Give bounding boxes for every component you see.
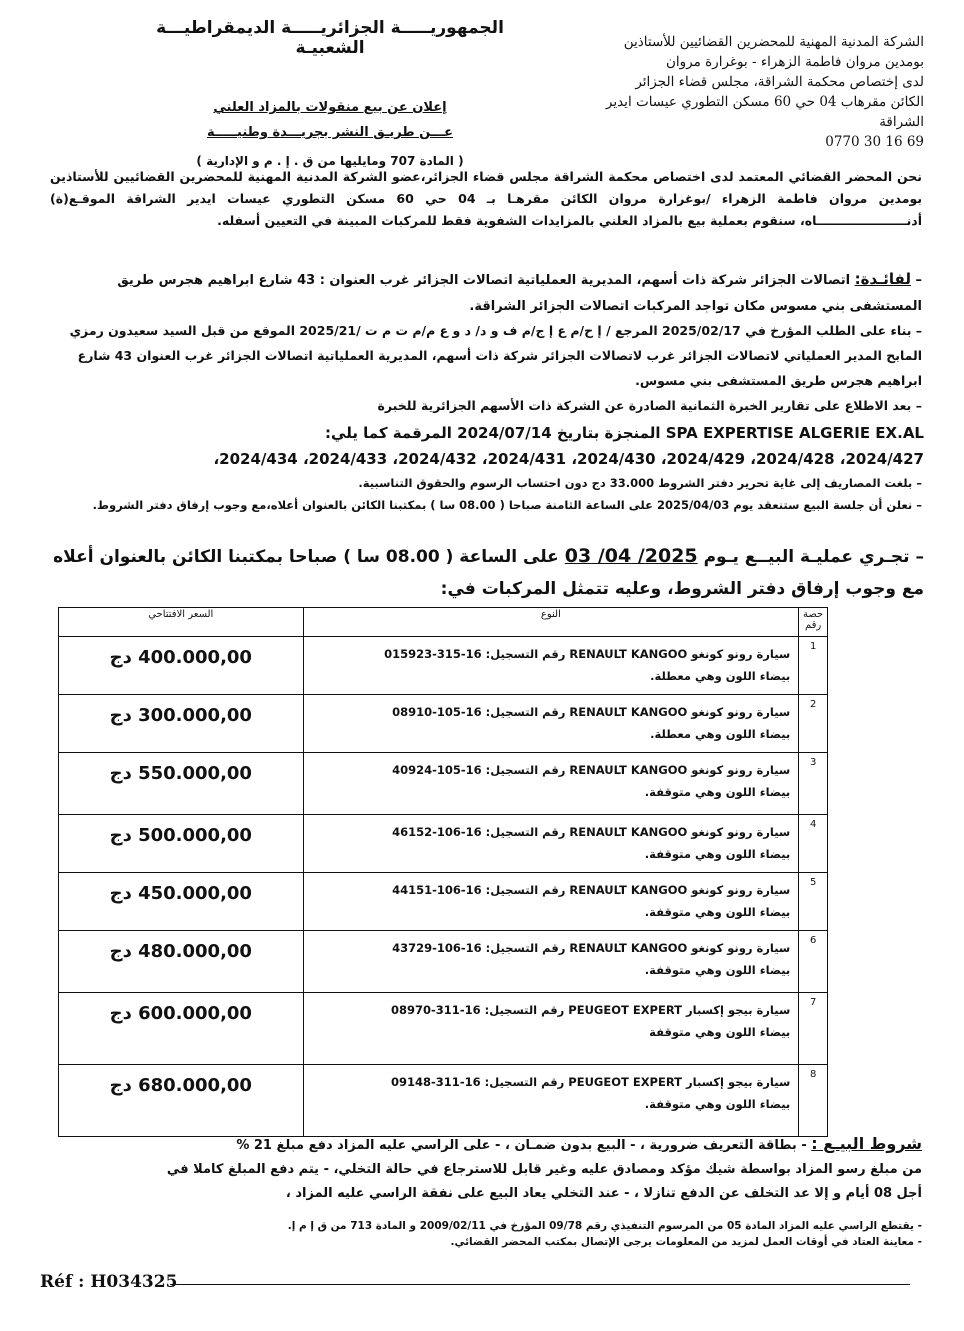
vehicle-description: [303, 1065, 799, 1137]
sale-date: 2025/ 04/ 03: [564, 545, 698, 567]
vehicle-description: [303, 637, 799, 695]
vehicle-model-plate: سيارة رونو كونغو RENAULT KANGOO رقم التسجيل: 16-105-08910: [392, 705, 791, 719]
vehicle-description: [303, 931, 799, 993]
bailiff-office-block: [584, 32, 924, 152]
vehicle-condition: بيضاء اللون وهي معطلة.: [650, 669, 791, 683]
opening-price: 450.000,00 دج: [59, 873, 304, 931]
expenses-notice: – بلغت المصاريف إلى غاية تحرير دفتر الشروط 33.000 دج دون احتساب الرسوم والحقوق التناسبية. – نعلن أن جلسة البيع ستنعقد يوم 2025/04/03 على الساعة الثامنة صباحا ( 08.00 سا ) بمكتبنا الكائن بالعنوان أعلاه،مع وجوب إرفاق دفتر الشروط.: [92, 476, 922, 512]
vehicles-table: [58, 607, 828, 1137]
sale-after: على الساعة ( 08.00 سا ) صباحا بمكتبنا الكائن بالعنوان أعلاه مع وجوب إرفاق دفتر الشروط، وعليه تتمثل المركبات في:: [53, 547, 924, 599]
lot-number: 6: [799, 931, 828, 993]
footer-notes: [80, 1218, 922, 1250]
vehicle-condition: بيضاء اللون وهي متوقفة: [649, 1025, 791, 1039]
vehicle-condition: بيضاء اللون وهي متوقفة.: [644, 905, 791, 919]
vehicle-condition: بيضاء اللون وهي معطلة.: [650, 727, 791, 741]
column-header-type: النوع: [303, 608, 799, 637]
vehicle-model-plate: سيارة بيجو إكسبار PEUGEOT EXPERT رقم التسجيل: 16-311-08970: [391, 1003, 791, 1017]
table-row: [59, 753, 828, 815]
lot-number: 8: [799, 1065, 828, 1137]
opening-price: 680.000,00 دج: [59, 1065, 304, 1137]
sale-before: تجـري عمليـة البيــع يـوم: [703, 547, 910, 567]
beneficiary-paragraph: – لفائـدة: اتصالات الجزائر شركة ذات أسهم، المديرية العملياتية اتصالات الجزائر غرب العنوان : 43 شارع ابراهيم هجرس طريق المستشفى بني مسوس مكان تواجد المركبات اتصالات الجزائر الشراقة.: [117, 270, 922, 314]
note-line: - يقتطع الراسي عليه المزاد المادة 05 من المرسوم التنفيذي رقم 09/78 المؤرخ في 2009/02/11 و المادة 713 من ق إ م إ.: [287, 1220, 922, 1232]
column-header-lot: حصة رقم: [799, 608, 828, 637]
vehicle-condition: بيضاء اللون وهي متوقفة.: [644, 1097, 791, 1111]
intro-paragraph: نحن المحضر القضائي المعتمد لدى اختصاص محكمة الشراقة مجلس قضاء الجزائر،عضو الشركة المدنية المهنية للمحضرين القضائيين للأستاذين بومدين مروان فاطمة الزهراء /بوغرارة مروان الكائن مقرهـا بـ 04 حي 60 مسكن التطوري عيسات ايدير الشراقة الموقـع(ة) أدنـــــــــــــــــــــاه، سنقوم بعملية بيع بالمزاد العلني بالمزايدات الشفوية فقط للمركبات المبينة في التعيين أسفله.: [50, 169, 923, 228]
reference-number: Réf : H034325: [40, 1272, 178, 1292]
office-line: لدى إختصاص محكمة الشراقة، مجلس قضاء الجزائر: [635, 74, 924, 90]
table-row: [59, 637, 828, 695]
opening-price: 500.000,00 دج: [59, 815, 304, 873]
sale-announcement: – تجـري عمليـة البيــع يـوم 2025/ 04/ 03 على الساعة ( 08.00 سا ) صباحا بمكتبنا الكائن بالعنوان أعلاه مع وجوب إرفاق دفتر الشروط، وعليه تتمثل المركبات في:: [53, 545, 924, 599]
note-line: - معاينة العتاد في أوقات العمل لمزيد من المعلومات يرجى الإتصال بمكتب المحضر القضائي.: [450, 1236, 922, 1248]
announcement-title: إعلان عن بيع منقولات بالمزاد العلني: [213, 100, 447, 115]
office-line: بومدين مروان فاطمة الزهراء - بوغرارة مروان: [665, 54, 924, 70]
vehicle-description: [303, 815, 799, 873]
beneficiary-label: لفائـدة:: [854, 270, 911, 288]
opening-price: 600.000,00 دج: [59, 993, 304, 1065]
vehicle-model-plate: سيارة رونو كونغو RENAULT KANGOO رقم التسجيل: 16-106-44151: [392, 883, 791, 897]
table-row: [59, 815, 828, 873]
office-line: الشركة المدنية المهنية للمحضرين القضائيين للأستاذين: [623, 34, 924, 50]
table-row: [59, 873, 828, 931]
table-row: [59, 931, 828, 993]
lot-number: 3: [799, 753, 828, 815]
beneficiary-text: اتصالات الجزائر شركة ذات أسهم، المديرية العملياتية اتصالات الجزائر غرب العنوان : 43 شارع ابراهيم هجرس طريق المستشفى بني مسوس مكان تواجد المركبات اتصالات الجزائر الشراقة.: [117, 273, 922, 314]
expertise-line: SPA EXPERTISE ALGERIE EX.AL المنجزة بتاريخ 2024/07/14 المرقمة كما يلي:: [325, 424, 924, 442]
opening-price: 480.000,00 دج: [59, 931, 304, 993]
legal-article: ( المادة 707 ومايليها من ق . إ . م و الإدارية ): [196, 154, 464, 168]
expertise-reports: [40, 420, 924, 472]
table-row: [59, 1065, 828, 1137]
column-header-price: السعر الافتتاحي: [59, 608, 304, 637]
sale-conditions: [42, 1132, 922, 1206]
lot-number: 4: [799, 815, 828, 873]
vehicle-model-plate: سيارة رونو كونغو RENAULT KANGOO رقم التسجيل: 16-105-40924: [392, 763, 791, 777]
document-header: [140, 18, 520, 168]
vehicle-model-plate: سيارة بيجو إكسبار PEUGEOT EXPERT رقم التسجيل: 16-311-09148: [391, 1075, 791, 1089]
announcement-subtitle: عـــن طريـق النشر بجريـــدة وطنيـــــة: [206, 125, 454, 140]
office-phone: 0770 30 16 69: [825, 134, 924, 150]
request-paragraph: – بناء على الطلب المؤرخ في 2025/02/17 المرجع / إ ح/م ع إ ج/م ف و د/ د و ع م/م ت م ت /2025/21 الموقع من قبل السيد سعيدون رمزي المابح المدير العملياتي لاتصالات الجزائر غرب لاتصالات الجزائر شركة ذات أسهم، المديرية العملياتية اتصالات الجزائر غرب العنوان 43 شارع ابراهيم هجرس طريق المستشفى بني مسوس.: [69, 323, 922, 388]
vehicle-description: [303, 993, 799, 1065]
expertise-numbers: 2024/427، 2024/428، 2024/429، 2024/430، 2024/431، 2024/432، 2024/433، 2024/434،: [213, 450, 924, 468]
lot-number: 5: [799, 873, 828, 931]
republic-title: الجمهوريـــــة الجزائريـــــة الديمقراطيـــة الشعبيـة: [156, 18, 504, 58]
vehicle-description: [303, 753, 799, 815]
divider: [170, 1284, 910, 1285]
expertise-intro-text: بعد الاطلاع على تقارير الخبرة الثمانية الصادرة عن الشركة ذات الأسهم الجزائرية للخبرة: [377, 398, 912, 413]
session-notice-text: نعلن أن جلسة البيع ستنعقد يوم 2025/04/03 على الساعة الثامنة صباحا ( 08.00 سا ) بمكتبنا الكائن بالعنوان أعلاه،مع وجوب إرفاق دفتر الشروط.: [92, 498, 913, 512]
vehicle-model-plate: سيارة رونو كونغو RENAULT KANGOO رقم التسجيل: 16-106-43729: [392, 941, 791, 955]
opening-price: 550.000,00 دج: [59, 753, 304, 815]
table-row: [59, 993, 828, 1065]
table-row: [59, 695, 828, 753]
vehicle-model-plate: سيارة رونو كونغو RENAULT KANGOO رقم التسجيل: 16-106-46152: [392, 825, 791, 839]
vehicle-model-plate: سيارة رونو كونغو RENAULT KANGOO رقم التسجيل: 16-315-015923: [384, 647, 791, 661]
vehicle-condition: بيضاء اللون وهي متوقفة.: [644, 785, 791, 799]
opening-price: 400.000,00 دج: [59, 637, 304, 695]
conditions-line: من مبلغ رسو المزاد بواسطة شيك مؤكد ومصادق عليه وغير قابل للاسترجاع في حالة التخلي، - يتم دفع المبلغ كاملا في: [166, 1162, 922, 1177]
conditions-line: - بطاقة التعريف ضرورية ، - البيع بدون ضمـان ، - على الراسي عليه المزاد دفع مبلغ 21 %: [236, 1138, 807, 1153]
conditions-line: أجل 08 أيام و إلا عد التخلف عن الدفع تنازلا ، - عند التخلي يعاد البيع على نفقة الراسي عليه المزاد ،: [285, 1186, 922, 1201]
request-text: بناء على الطلب المؤرخ في 2025/02/17 المرجع / إ ح/م ع إ ج/م ف و د/ د و ع م/م ت م ت /2025/21 الموقع من قبل السيد سعيدون رمزي المابح المدير العملياتي لاتصالات الجزائر غرب لاتصالات الجزائر شركة ذات أسهم، المديرية العملياتية اتصالات الجزائر غرب العنوان 43 شارع ابراهيم هجرس طريق المستشفى بني مسوس.: [69, 323, 922, 388]
conditions-heading: شروط البيـع :: [811, 1134, 922, 1153]
expenses-text: بلغت المصاريف إلى غاية تحرير دفتر الشروط 33.000 دج دون احتساب الرسوم والحقوق التناسبية.: [358, 476, 913, 490]
lot-number: 7: [799, 993, 828, 1065]
expertise-intro: – بعد الاطلاع على تقارير الخبرة الثمانية الصادرة عن الشركة ذات الأسهم الجزائرية للخبرة: [377, 398, 922, 413]
vehicle-condition: بيضاء اللون وهي متوقفة.: [644, 847, 791, 861]
vehicle-description: [303, 695, 799, 753]
vehicle-condition: بيضاء اللون وهي متوقفة.: [644, 963, 791, 977]
lot-number: 1: [799, 637, 828, 695]
lot-number: 2: [799, 695, 828, 753]
office-line: الكائن مقرهاب 04 حي 60 مسكن التطوري عيسات ايدير الشراقة: [605, 94, 924, 130]
vehicle-description: [303, 873, 799, 931]
opening-price: 300.000,00 دج: [59, 695, 304, 753]
